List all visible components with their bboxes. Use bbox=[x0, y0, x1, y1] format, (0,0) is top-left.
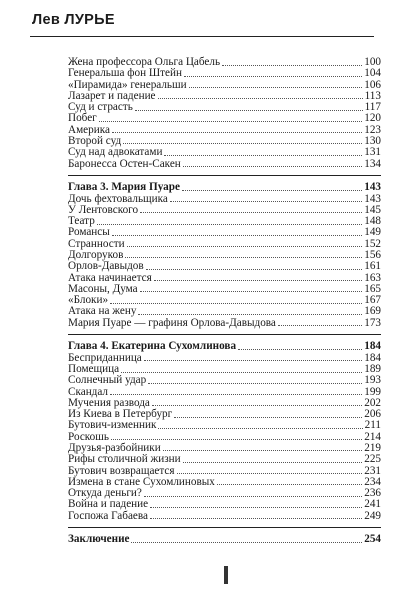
dot-leader bbox=[217, 483, 362, 485]
toc-entry-title: Глава 4. Екатерина Сухомлинова bbox=[68, 340, 237, 353]
toc-entry-title: Жена профессора Ольга Цабель bbox=[68, 56, 221, 68]
toc-entry-title: Мария Пуаре — графиня Орлова-Давыдова bbox=[68, 316, 276, 329]
toc-entry-page: 100 bbox=[364, 56, 381, 68]
toc-chapter-entry bbox=[68, 534, 381, 545]
dot-leader bbox=[112, 234, 362, 236]
toc-entry bbox=[68, 375, 381, 386]
toc-entry-title: Странности bbox=[68, 237, 125, 250]
dot-leader bbox=[121, 371, 362, 373]
dot-leader bbox=[158, 97, 363, 99]
toc-entry-title: Война и падение bbox=[68, 498, 149, 511]
toc-entry-title: Заключение bbox=[68, 533, 130, 546]
toc-entry-title: Бесприданница bbox=[68, 351, 142, 364]
toc-entry-page: 161 bbox=[364, 260, 381, 273]
dot-leader bbox=[140, 211, 362, 213]
dot-leader bbox=[154, 279, 363, 281]
toc-entry-page: 123 bbox=[364, 123, 381, 136]
dot-leader bbox=[183, 461, 363, 463]
toc-entry-page: 193 bbox=[364, 374, 381, 387]
dot-leader bbox=[158, 427, 362, 429]
toc-entry-page: 113 bbox=[364, 89, 381, 102]
toc-entry bbox=[68, 387, 381, 398]
toc-entry-title: Побег bbox=[68, 112, 97, 125]
dot-leader bbox=[150, 506, 362, 508]
toc-entry-page: 145 bbox=[364, 203, 381, 216]
dot-leader bbox=[170, 200, 362, 202]
running-header bbox=[30, 12, 374, 37]
toc-entry-page: 134 bbox=[364, 157, 381, 170]
toc-entry bbox=[68, 102, 381, 113]
toc-entry bbox=[68, 295, 381, 306]
toc-entry-page: 163 bbox=[364, 271, 381, 284]
toc-entry bbox=[68, 194, 381, 205]
toc-entry-title: Госпожа Габаева bbox=[68, 509, 148, 522]
toc-entry-title: Америка bbox=[68, 123, 110, 136]
toc-entry-title: Атака начинается bbox=[68, 271, 152, 284]
toc-entry bbox=[68, 466, 381, 477]
toc-entry-page: 152 bbox=[364, 237, 381, 250]
toc-entry-title: Долгоруков bbox=[68, 248, 124, 261]
toc-entry-title: Из Киева в Петербург bbox=[68, 408, 173, 421]
dot-leader bbox=[150, 517, 362, 519]
dot-leader bbox=[138, 313, 362, 315]
toc-entry bbox=[68, 68, 381, 79]
toc-entry-page: 143 bbox=[364, 192, 381, 205]
toc-entry-page: 165 bbox=[364, 282, 381, 295]
toc-entry-page: 184 bbox=[364, 351, 381, 364]
toc-entry-title: Рифы столичной жизни bbox=[68, 453, 181, 466]
toc-entry-title: Глава 3. Мария Пуаре bbox=[68, 181, 180, 194]
toc-entry-page: 143 bbox=[364, 181, 381, 194]
dot-leader bbox=[127, 245, 363, 247]
toc-entry-page: 206 bbox=[364, 408, 381, 421]
toc-entry-title: Атака на жену bbox=[68, 305, 137, 318]
dot-leader bbox=[140, 290, 363, 292]
toc-entry-title: Мучения развода bbox=[68, 396, 150, 409]
toc-entry-title: Солнечный удар bbox=[68, 374, 147, 387]
toc-entry-page: 249 bbox=[364, 509, 381, 522]
toc-entry-title: Баронесса Остен-Сакен bbox=[68, 157, 181, 170]
dot-leader bbox=[183, 165, 362, 167]
toc-entry-title: Суд и страсть bbox=[68, 101, 133, 114]
toc-entry-page: 254 bbox=[364, 533, 381, 546]
toc-entry-page: 202 bbox=[364, 396, 381, 409]
toc-entry-page: 241 bbox=[364, 498, 381, 511]
toc-entry bbox=[68, 488, 381, 499]
dot-leader bbox=[123, 142, 362, 144]
dot-leader bbox=[164, 154, 362, 156]
toc-entry bbox=[68, 159, 381, 170]
toc-entry-page: 130 bbox=[364, 134, 381, 147]
toc-entry bbox=[68, 511, 381, 522]
toc-chapter-entry bbox=[68, 182, 381, 193]
toc-entry bbox=[68, 420, 381, 431]
toc-entry bbox=[68, 409, 381, 420]
dot-leader bbox=[152, 404, 362, 406]
dot-leader bbox=[144, 359, 362, 361]
toc-entry-page: 214 bbox=[364, 430, 381, 443]
toc-entry-title: Откуда деньги? bbox=[68, 487, 142, 500]
toc-entry bbox=[68, 136, 381, 147]
toc-entry-page: 169 bbox=[364, 305, 381, 318]
toc-entry-page: 211 bbox=[364, 419, 381, 432]
toc-entry-title: Театр bbox=[68, 215, 95, 228]
toc-entry-page: 148 bbox=[364, 215, 381, 228]
toc-entry bbox=[68, 477, 381, 488]
toc-entry bbox=[68, 80, 381, 91]
toc-entry-title: Суд над адвокатами bbox=[68, 146, 163, 159]
dot-leader bbox=[135, 109, 363, 111]
toc-entry bbox=[68, 284, 381, 295]
toc-entry-title: Лазарет и падение bbox=[68, 89, 156, 102]
dot-leader bbox=[144, 495, 362, 497]
dot-leader bbox=[163, 449, 363, 451]
toc-entry bbox=[68, 91, 381, 102]
dot-leader bbox=[125, 256, 362, 258]
toc-entry bbox=[68, 239, 381, 250]
toc-entry-title: Романсы bbox=[68, 226, 110, 239]
toc-entry-title: Помещица bbox=[68, 363, 120, 375]
toc-entry bbox=[68, 125, 381, 136]
dot-leader bbox=[148, 382, 362, 384]
toc-entry-page: 120 bbox=[364, 112, 381, 125]
dot-leader bbox=[110, 393, 362, 395]
dot-leader bbox=[146, 268, 363, 270]
toc-entry-page: 156 bbox=[364, 248, 381, 261]
toc-entry bbox=[68, 205, 381, 216]
toc-entry-page: 189 bbox=[364, 363, 381, 375]
dot-leader bbox=[278, 324, 362, 326]
toc-entry-page: 199 bbox=[364, 385, 381, 398]
toc-entry-title: Генеральша фон Штейн bbox=[68, 67, 182, 80]
dot-leader bbox=[177, 472, 363, 474]
toc-entry-title: «Пирамида» генеральши bbox=[68, 78, 187, 91]
toc-entry-title: Бутович-изменник bbox=[68, 419, 157, 432]
toc-entry-page: 231 bbox=[364, 464, 381, 477]
page-mark bbox=[224, 566, 228, 584]
toc-entry-title: Масоны, Дума bbox=[68, 282, 138, 295]
toc-entry bbox=[68, 113, 381, 124]
author-name: Лев ЛУРЬЕ bbox=[32, 12, 115, 28]
toc-entry bbox=[68, 306, 381, 317]
dot-leader bbox=[222, 64, 362, 66]
toc-entry-title: Бутович возвращается bbox=[68, 464, 175, 477]
dot-leader bbox=[97, 223, 362, 225]
toc-entry-page: 131 bbox=[364, 146, 381, 159]
dot-leader bbox=[184, 75, 362, 77]
toc-entry-page: 167 bbox=[364, 294, 381, 307]
toc-chapter-entry bbox=[68, 341, 381, 352]
toc-entry bbox=[68, 454, 381, 465]
toc-entry-title: У Лентовского bbox=[68, 203, 139, 216]
toc-entry-page: 104 bbox=[364, 67, 381, 80]
toc-entry-page: 117 bbox=[364, 101, 381, 114]
toc-entry bbox=[68, 499, 381, 510]
toc-entry bbox=[68, 250, 381, 261]
toc-entry-title: Друзья-разбойники bbox=[68, 441, 161, 454]
toc-entry bbox=[68, 432, 381, 443]
toc-entry-title: Измена в стане Сухомлиновых bbox=[68, 475, 215, 488]
toc-entry bbox=[68, 227, 381, 238]
toc-entry-page: 173 bbox=[364, 316, 381, 329]
dot-leader bbox=[110, 302, 362, 304]
dot-leader bbox=[238, 348, 362, 350]
toc-entry-title: Орлов-Давыдов bbox=[68, 260, 144, 273]
section-divider bbox=[68, 175, 381, 176]
dot-leader bbox=[189, 86, 363, 88]
dot-leader bbox=[131, 541, 362, 543]
toc-entry-title: Второй суд bbox=[68, 134, 122, 147]
toc-entry bbox=[68, 261, 381, 272]
toc-entry-page: 184 bbox=[364, 340, 381, 353]
toc-entry bbox=[68, 443, 381, 454]
toc-entry bbox=[68, 216, 381, 227]
toc-entry-page: 234 bbox=[364, 475, 381, 488]
dot-leader bbox=[99, 120, 362, 122]
toc-entry-page: 149 bbox=[364, 226, 381, 239]
section-divider bbox=[68, 334, 381, 335]
toc-entry-title: «Блоки» bbox=[68, 294, 109, 307]
toc-entry bbox=[68, 273, 381, 284]
toc-entry bbox=[68, 147, 381, 158]
toc-entry bbox=[68, 398, 381, 409]
dot-leader bbox=[111, 438, 362, 440]
toc-entry-page: 219 bbox=[364, 441, 381, 454]
toc-entry-title: Дочь фехтовальщика bbox=[68, 192, 168, 205]
dot-leader bbox=[112, 131, 362, 133]
toc-entry bbox=[68, 353, 381, 364]
toc-entry-title: Скандал bbox=[68, 385, 109, 398]
toc-entry-page: 225 bbox=[364, 453, 381, 466]
toc-entry bbox=[68, 364, 381, 375]
toc-entry-page: 106 bbox=[364, 78, 381, 91]
dot-leader bbox=[182, 189, 362, 191]
toc-entry bbox=[68, 318, 381, 329]
toc-entry-page: 236 bbox=[364, 487, 381, 500]
dot-leader bbox=[174, 416, 362, 418]
toc-entry-title: Роскошь bbox=[68, 430, 109, 443]
section-divider bbox=[68, 527, 381, 528]
toc-entry bbox=[68, 57, 381, 68]
